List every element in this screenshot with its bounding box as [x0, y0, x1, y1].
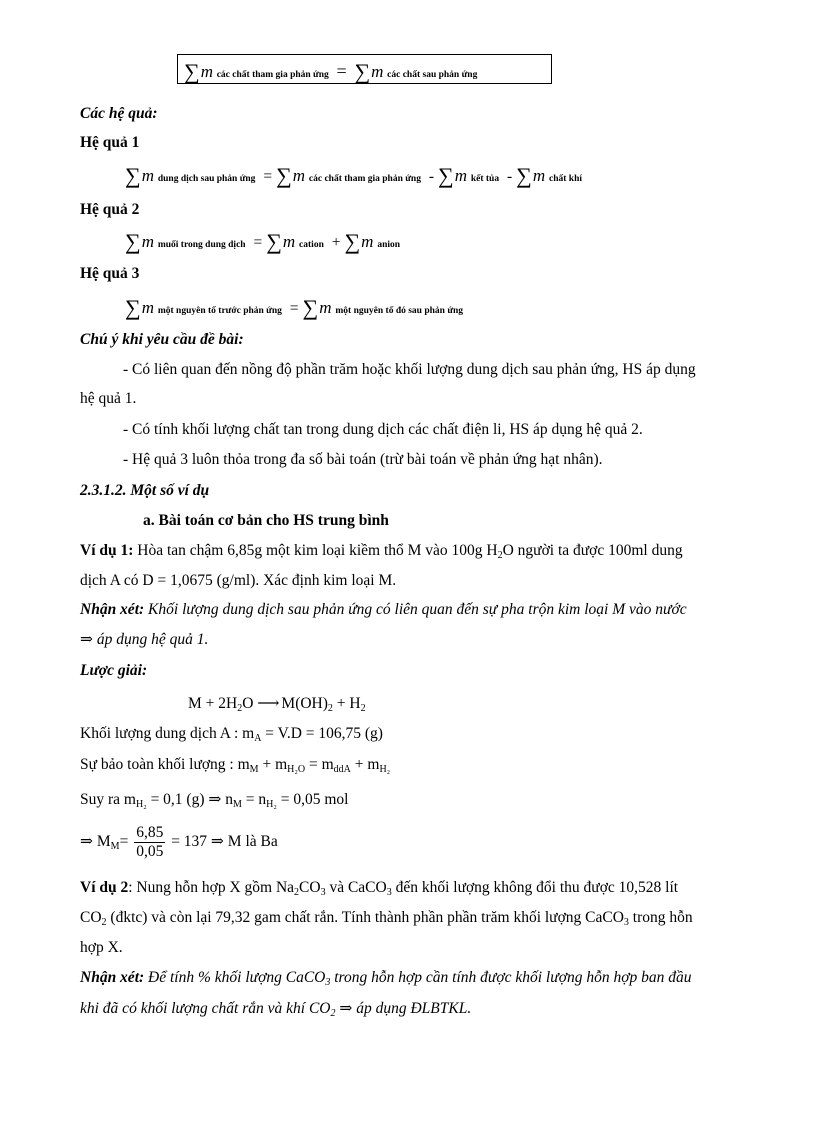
ex2-remark-line-2: khi đã có khối lượng chất rắn và khí $CO_2$ ⇒ áp dụng ĐLBTKL.	[80, 1000, 472, 1019]
conservation-law-box: ∑m các chất tham gia phản ứng = ∑m các chất sau phản ứng	[177, 54, 552, 84]
ex1-result-line: ⇒ $M_M=$ $\frac{6,85}{0,05}$ = 137 ⇒ M là Ba	[80, 823, 278, 860]
hq3-title: Hệ quả 3	[80, 265, 140, 282]
ex1-solution-label: Lược giải:	[80, 662, 148, 679]
note-title: Chú ý khi yêu cầu đề bài:	[80, 331, 244, 348]
ex1-problem-line-2: dịch A có D = 1,0675 (g/ml). Xác định kim loại M.	[80, 572, 397, 589]
section-title: 2.3.1.2. Một số ví dụ	[80, 482, 210, 499]
ex1-problem-line-1: Ví dụ 1: Hòa tan chậm 6,85g một kim loại kiềm thổ M vào 100g $H_2O$ người ta được 100ml dung	[80, 542, 683, 561]
consequences-title: Các hệ quả:	[80, 105, 158, 122]
note-line-1b: hệ quả 1.	[80, 390, 137, 407]
note-line-2: - Có tính khối lượng chất tan trong dung dịch các chất điện li, HS áp dụng hệ quả 2.	[123, 421, 643, 438]
ex2-problem-line-2: $CO_2$ (đktc) và còn lại 79,32 gam chất rắn. Tính thành phần phần trăm khối lượng CaCO$_3$ trong hỗn	[80, 909, 693, 928]
ex1-reaction-equation: $M + 2H_2O$ ⟶ $M(OH)_2 + H_2$	[188, 695, 366, 714]
ex1-remark-line-1: Nhận xét: Khối lượng dung dịch sau phản ứng có liên quan đến sự pha trộn kim loại M vào nước	[80, 601, 687, 618]
ex2-problem-line-3: hợp X.	[80, 939, 123, 956]
ex1-conservation-line: Sự bảo toàn khối lượng : $m_M + m_{H_2O} = m_{ddA} + m_{H_2}$	[80, 756, 391, 775]
ex2-remark-line-1: Nhận xét: Để tính % khối lượng CaCO$_3$ trong hỗn hợp cần tính được khối lượng hỗn hợp ban đầu	[80, 969, 692, 988]
hq1-title: Hệ quả 1	[80, 134, 140, 151]
section-subtitle: a. Bài toán cơ bản cho HS trung bình	[143, 512, 389, 529]
ex1-remark-line-2: ⇒ áp dụng hệ quả 1.	[80, 631, 209, 648]
ex1-derive-line: Suy ra $m_{H_2} = 0,1$ (g) ⇒ $n_M = n_{H_2} = 0,05$ mol	[80, 791, 349, 810]
hq3-formula: ∑m một nguyên tố trước phản ứng = ∑m một nguyên tố đó sau phản ứng	[125, 295, 464, 320]
ex1-mass-line: Khối lượng dung dịch A : $m_A = V.D = 106,75$ (g)	[80, 725, 383, 744]
note-line-3: - Hệ quả 3 luôn thỏa trong đa số bài toán (trừ bài toán về phản ứng hạt nhân).	[123, 451, 603, 468]
hq1-formula: ∑m dung dịch sau phản ứng = ∑m các chất tham gia phản ứng - ∑m kết tủa - ∑m chất khí	[125, 163, 582, 188]
hq2-formula: ∑m muối trong dung dịch = ∑m cation + ∑m anion	[125, 229, 401, 254]
hq2-title: Hệ quả 2	[80, 201, 140, 218]
ex2-problem-line-1: Ví dụ 2: Nung hỗn hợp X gồm $Na_2CO_3$ và CaCO$_3$ đến khối lượng không đổi thu được 10,528 lít	[80, 879, 679, 898]
reaction-arrow: ⟶	[257, 695, 278, 712]
sum-symbol: ∑	[184, 59, 200, 84]
note-line-1a: - Có liên quan đến nồng độ phần trăm hoặc khối lượng dung dịch sau phản ứng, HS áp dụng	[123, 361, 696, 378]
molar-mass-fraction: $\frac{6,85}{0,05}$	[136, 823, 164, 860]
